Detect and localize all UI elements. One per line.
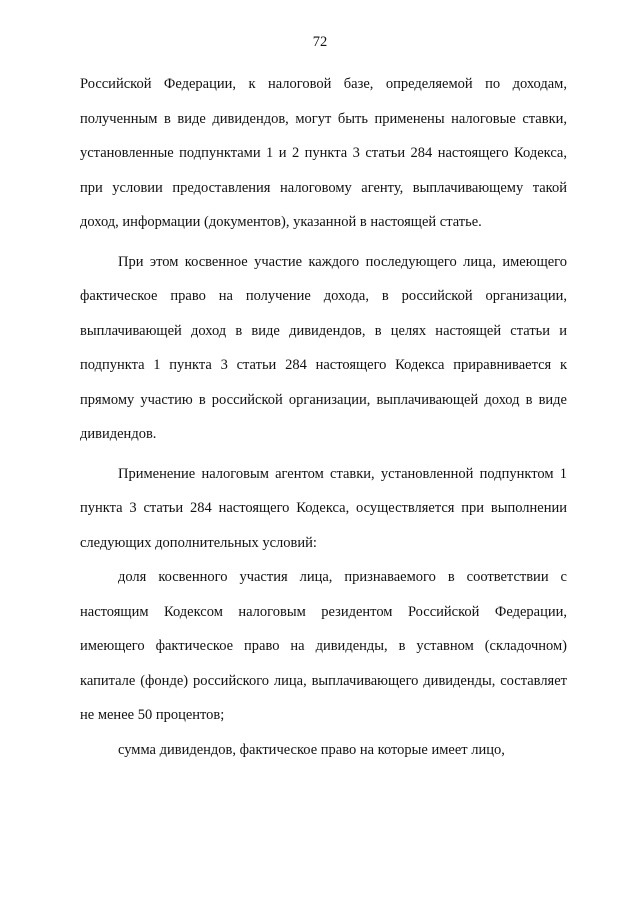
paragraph-continuation: Российской Федерации, к налоговой базе, определяемой по доходам, полученным в виде дивидендов, могут быть применены налоговые ставки, установленные подпунктами 1 и 2 пункта 3 статьи 284 настоящего Кодекса, при условии предоставления налоговому агенту, выплачивающему такой доход, информации (документов), указанной в настоящей статье. (80, 76, 567, 230)
paragraph-share-condition: доля косвенного участия лица, признаваемого в соответствии с настоящим Кодексом налоговым резидентом Российской Федерации, имеющего фактическое право на дивиденды, в уставном (складочном) капитале (фонде) российского лица, выплачивающего дивиденды, составляет не менее 50 процентов; (80, 569, 567, 723)
paragraph-indirect-participation: При этом косвенное участие каждого последующего лица, имеющего фактическое право на получение дохода, в российской организации, выплачивающей доход в виде дивидендов, в целях настоящей статьи и подпункта 1 пункта 3 статьи 284 настоящего Кодекса приравнивается к прямому участию в российской организации, выплачивающей доход в виде дивидендов. (80, 253, 567, 442)
paragraph-dividend-sum: сумма дивидендов, фактическое право на которые имеет лицо, (118, 741, 505, 758)
paragraph-rate-application: Применение налоговым агентом ставки, установленной подпунктом 1 пункта 3 статьи 284 настоящего Кодекса, осуществляется при выполнении следующих дополнительных условий: (80, 465, 567, 551)
document-body (80, 67, 567, 767)
page-number: 72 (312, 34, 328, 50)
